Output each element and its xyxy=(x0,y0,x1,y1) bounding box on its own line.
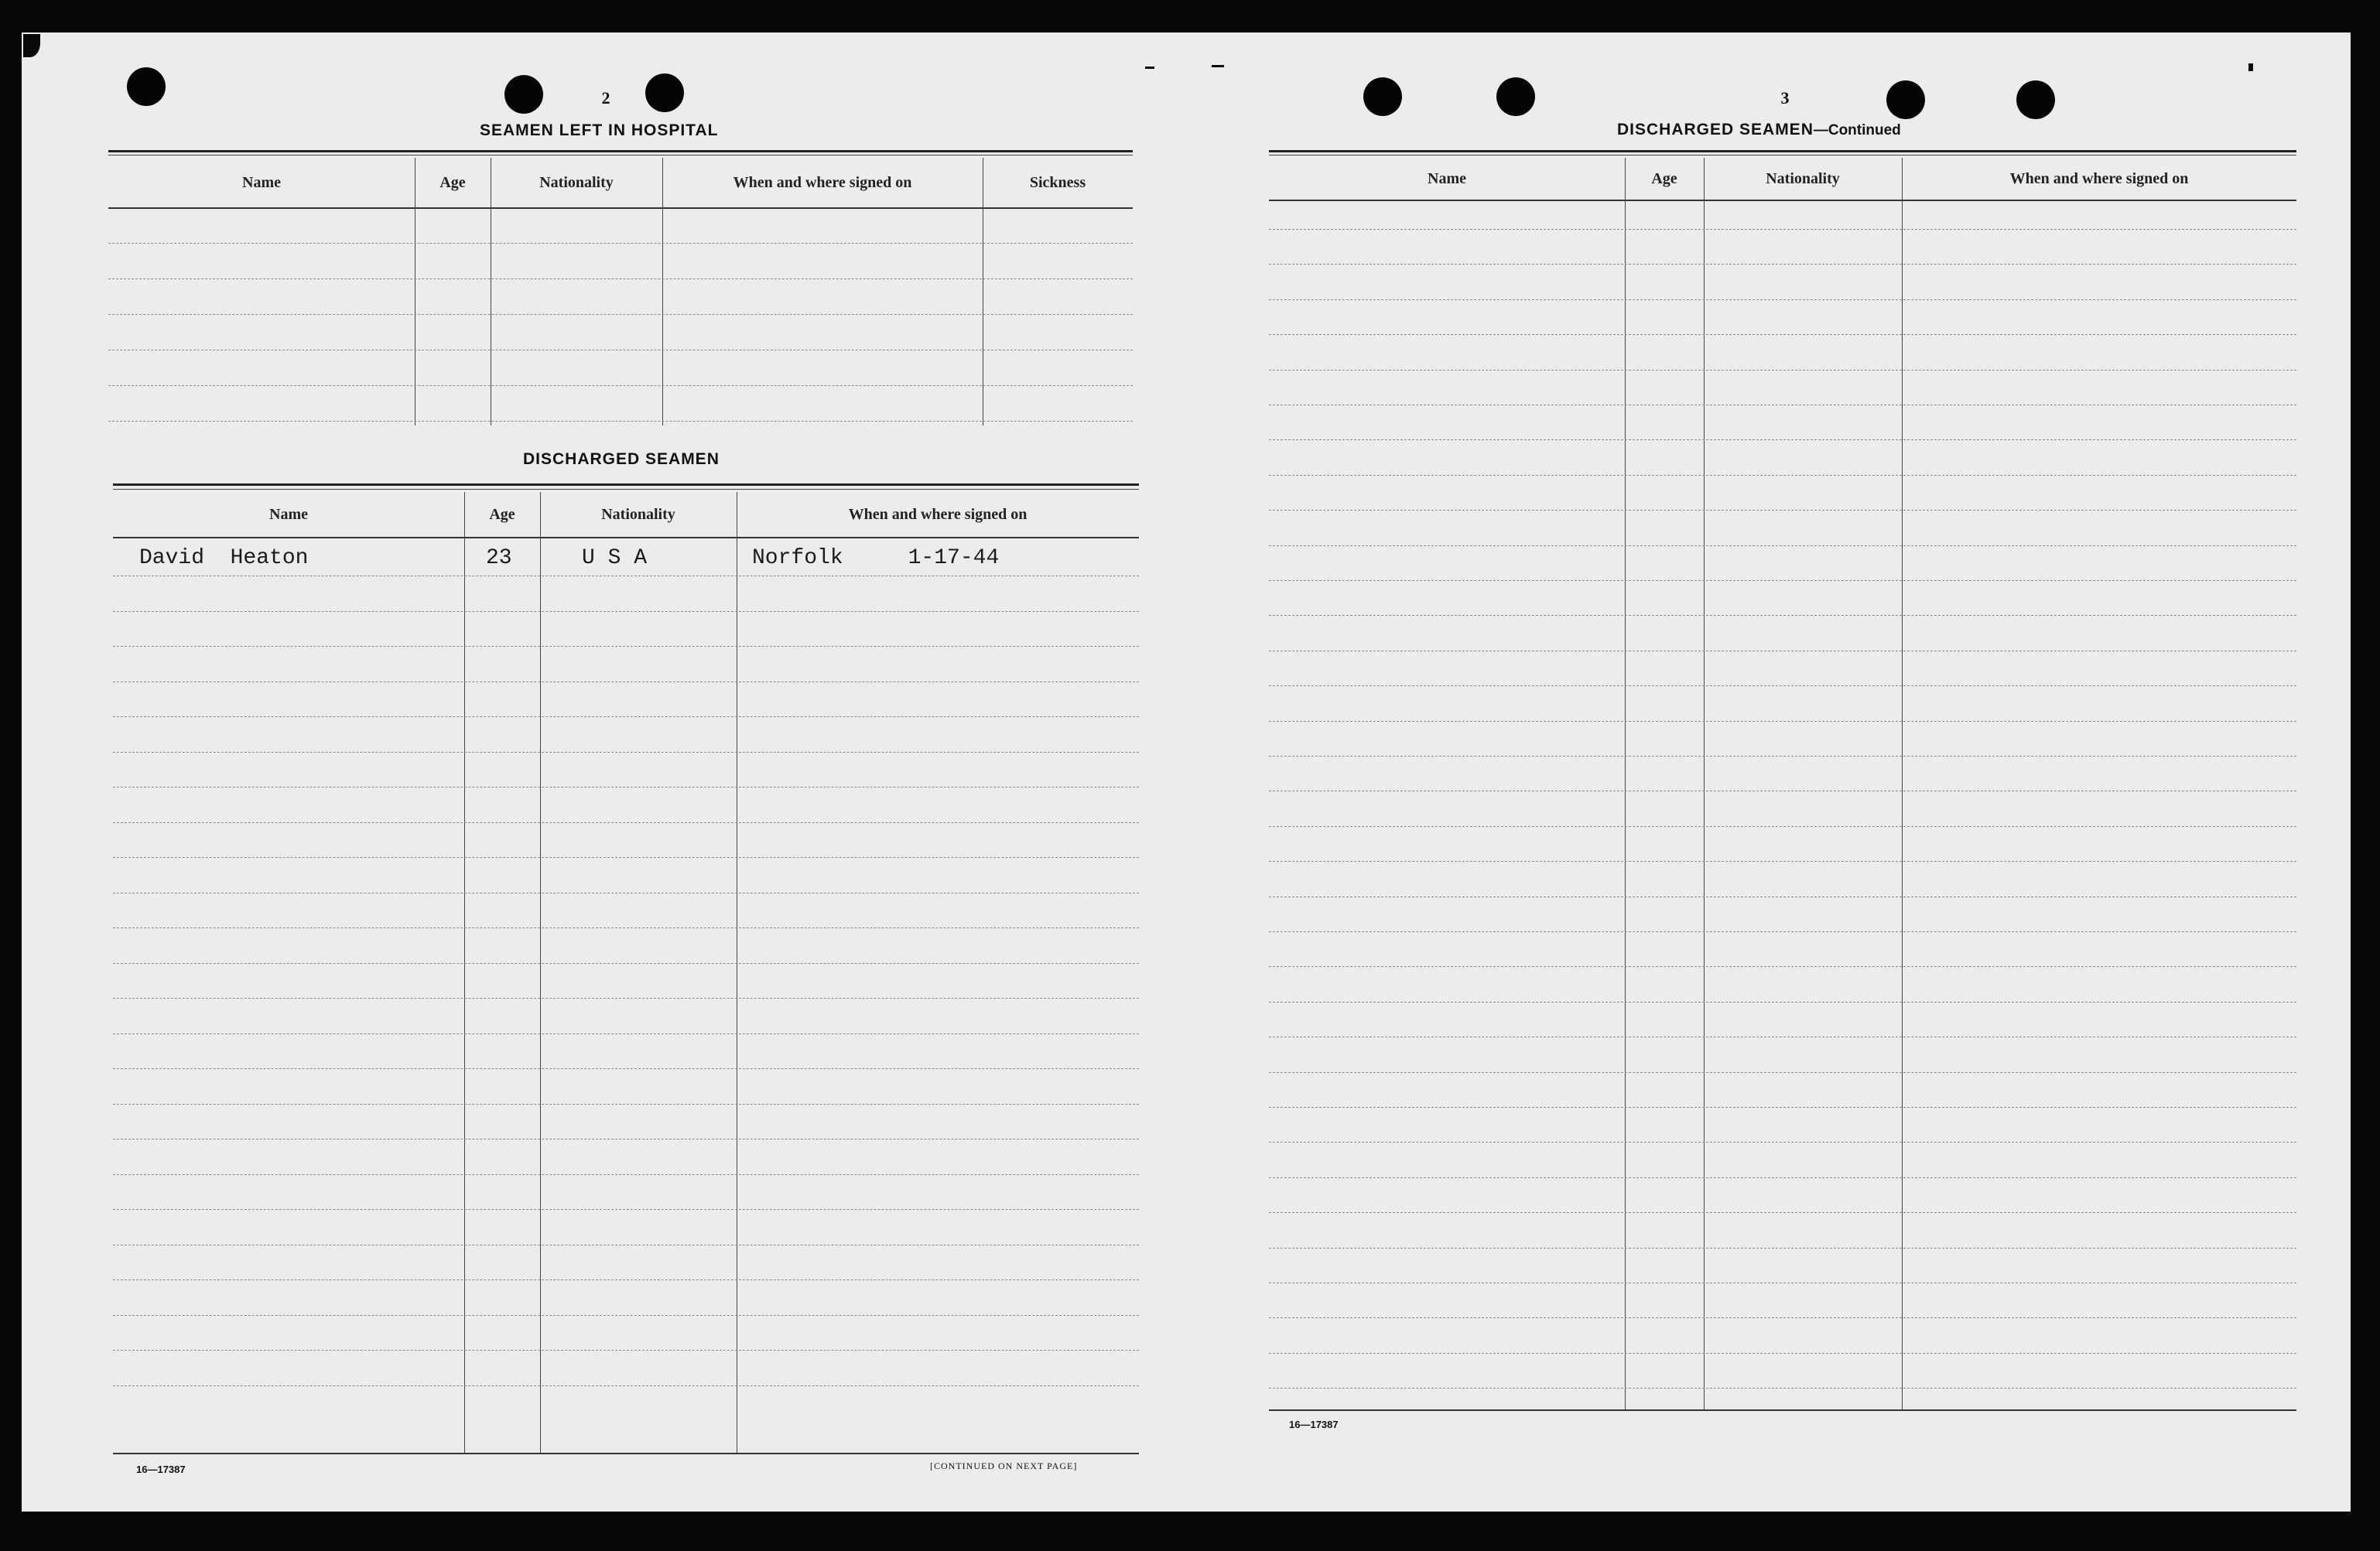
table-row xyxy=(1269,510,2296,511)
hospital-table xyxy=(108,158,1133,425)
discharged-continued-table xyxy=(1269,158,2296,1411)
punch-hole xyxy=(1363,77,1402,116)
continued-note: [CONTINUED ON NEXT PAGE] xyxy=(930,1460,1078,1471)
table-row xyxy=(1269,1353,2296,1354)
table-row xyxy=(113,857,1139,858)
table-row xyxy=(113,716,1139,717)
punch-hole xyxy=(504,75,543,114)
form-number-left: 16—17387 xyxy=(136,1464,186,1475)
table-row xyxy=(1269,1072,2296,1073)
scan-speck xyxy=(23,34,40,57)
document-sheet xyxy=(22,32,2351,1512)
table-row xyxy=(1269,334,2296,335)
table-row xyxy=(113,1033,1139,1034)
punch-hole xyxy=(645,73,684,112)
col-header-nationality: Nationality xyxy=(601,505,675,523)
punch-hole xyxy=(2016,80,2055,119)
table-row xyxy=(1269,826,2296,827)
table-row xyxy=(1269,229,2296,230)
table-row xyxy=(1269,299,2296,300)
table-row xyxy=(1269,1142,2296,1143)
entry-signed-on: Norfolk 1-17-44 xyxy=(752,546,1000,570)
table-row xyxy=(1269,1177,2296,1178)
entry-name: David Heaton xyxy=(139,546,309,570)
discharged-header-rule xyxy=(113,489,1139,490)
table-row xyxy=(1269,685,2296,686)
table-row xyxy=(113,998,1139,999)
table-row xyxy=(113,646,1139,647)
table-row xyxy=(108,278,1133,279)
table-row xyxy=(1269,931,2296,932)
hospital-section-title: SEAMEN LEFT IN HOSPITAL xyxy=(480,121,719,139)
discharged-table-header xyxy=(113,492,1139,538)
page-number-left: 2 xyxy=(601,88,610,108)
hospital-table-header xyxy=(108,158,1133,209)
table-row xyxy=(113,822,1139,823)
discharged-continued-title xyxy=(1617,121,1901,139)
table-row xyxy=(1269,1002,2296,1003)
col-header-signed-on: When and where signed on xyxy=(733,173,912,191)
column-divider xyxy=(1625,158,1626,1409)
col-header-age: Age xyxy=(489,505,515,523)
punch-hole xyxy=(1886,80,1925,119)
hospital-header-rule xyxy=(108,150,1133,152)
col-header-age: Age xyxy=(439,173,466,191)
right-header-rule xyxy=(1269,150,2296,152)
table-row xyxy=(1269,861,2296,862)
table-row xyxy=(1269,966,2296,967)
table-row xyxy=(113,1174,1139,1175)
discharged-header-rule xyxy=(113,483,1139,486)
title-text: DISCHARGED SEAMEN xyxy=(1617,121,1814,138)
col-header-name: Name xyxy=(242,173,281,191)
table-row xyxy=(1269,475,2296,476)
punch-hole xyxy=(127,67,166,106)
table-row xyxy=(113,611,1139,612)
column-divider xyxy=(540,492,541,1453)
table-row xyxy=(113,752,1139,753)
col-header-name: Name xyxy=(1428,169,1466,187)
col-header-signed-on: When and where signed on xyxy=(848,505,1028,523)
scan-speck xyxy=(1145,67,1154,69)
column-divider xyxy=(464,492,465,1453)
table-row xyxy=(113,963,1139,964)
table-row xyxy=(108,314,1133,315)
col-header-nationality: Nationality xyxy=(539,173,614,191)
table-row xyxy=(113,1068,1139,1069)
table-row xyxy=(1269,264,2296,265)
table-row xyxy=(113,1104,1139,1105)
entry-age: 23 xyxy=(486,546,512,570)
page-number-right: 3 xyxy=(1780,88,1790,108)
table-row xyxy=(1269,1248,2296,1249)
table-row xyxy=(108,243,1133,244)
punch-hole xyxy=(1496,77,1535,116)
table-row xyxy=(1269,1107,2296,1108)
table-row xyxy=(1269,545,2296,546)
table-row xyxy=(1269,1212,2296,1213)
form-number-right: 16—17387 xyxy=(1289,1419,1339,1430)
table-row xyxy=(1269,580,2296,581)
table-row xyxy=(113,1315,1139,1316)
col-header-name: Name xyxy=(269,505,308,523)
col-header-age: Age xyxy=(1651,169,1677,187)
table-row xyxy=(1269,1317,2296,1318)
scan-speck xyxy=(1212,65,1224,67)
right-table-header xyxy=(1269,158,2296,201)
table-row xyxy=(113,1209,1139,1210)
column-divider xyxy=(1902,158,1903,1409)
table-row xyxy=(1269,615,2296,616)
table-row xyxy=(108,385,1133,386)
col-header-sickness: Sickness xyxy=(1029,173,1086,191)
table-row xyxy=(113,1279,1139,1280)
col-header-nationality: Nationality xyxy=(1766,169,1840,187)
table-row xyxy=(1269,370,2296,371)
table-row xyxy=(108,421,1133,422)
table-row xyxy=(1269,721,2296,722)
discharged-table xyxy=(113,492,1139,1454)
title-suffix: —Continued xyxy=(1813,122,1901,138)
table-row xyxy=(1269,439,2296,440)
col-header-signed-on: When and where signed on xyxy=(2009,169,2189,187)
table-row xyxy=(113,1385,1139,1386)
column-divider xyxy=(1704,158,1705,1409)
entry-nationality: U S A xyxy=(582,546,648,570)
table-row xyxy=(113,1350,1139,1351)
table-row xyxy=(1269,756,2296,757)
table-row xyxy=(1269,1388,2296,1389)
scan-speck xyxy=(2248,63,2253,71)
discharged-section-title: DISCHARGED SEAMEN xyxy=(523,450,720,468)
